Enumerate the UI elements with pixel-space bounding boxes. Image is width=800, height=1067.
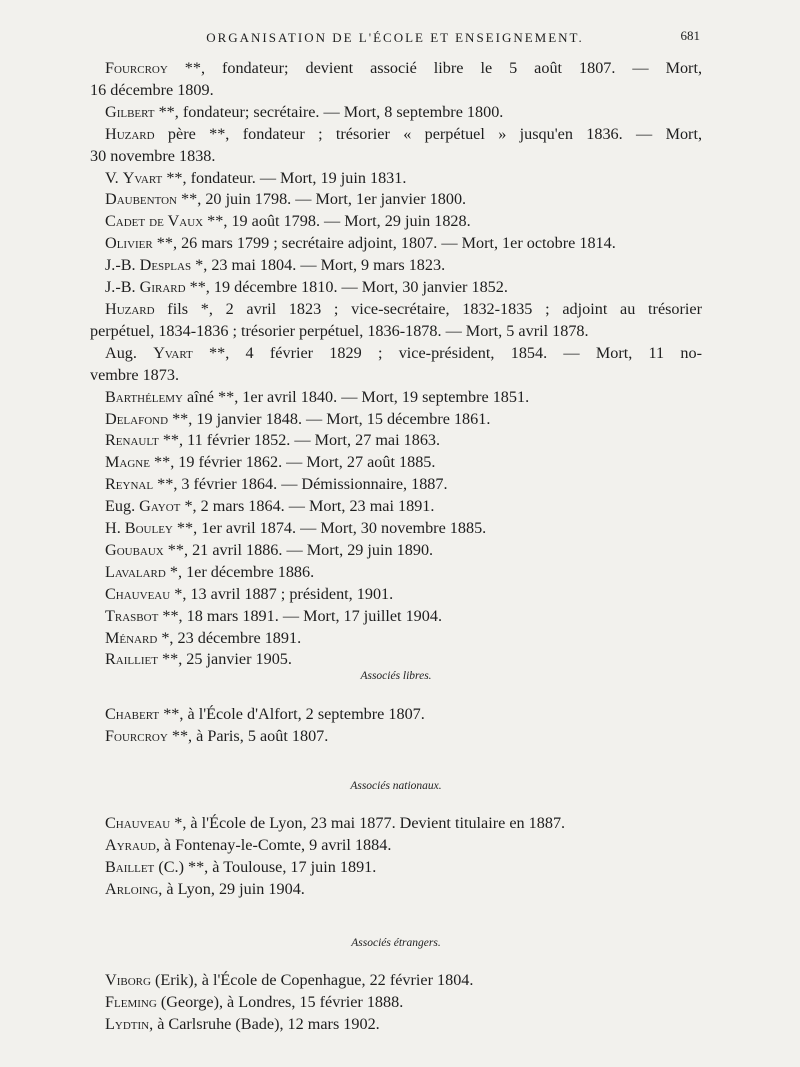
entry-text: **, 25 janvier 1905.: [157, 650, 292, 669]
entry-name: Bouley: [124, 519, 173, 538]
entry-text: *, 13 avril 1887 ; président, 1901.: [170, 584, 394, 603]
entry-text: père **, fondateur ; trésorier « perpétuel » jusqu'en 1836. — Mort,: [154, 124, 702, 143]
member-entry: [90, 277, 702, 299]
entry-line: [90, 992, 702, 1014]
entry-name: Yvart: [153, 343, 193, 362]
running-header: ORGANISATION DE L'ÉCOLE ET ENSEIGNEMENT.: [206, 30, 584, 45]
entry-text: **, 19 août 1798. — Mort, 29 juin 1828.: [203, 212, 471, 231]
entry-name: Daubenton: [105, 190, 177, 209]
associes-etrangers-list: [90, 970, 702, 1036]
entry-name: Railliet: [105, 650, 158, 669]
member-entry: [90, 628, 702, 650]
entry-line: [90, 277, 702, 299]
entry-line: [90, 168, 702, 190]
member-entry: [90, 430, 702, 452]
entry-name: Reynal: [105, 475, 154, 494]
entry-text: *, 23 décembre 1891.: [157, 628, 302, 647]
entry-name: Delafond: [105, 409, 169, 428]
member-entry: [90, 584, 702, 606]
entry-name: Gilbert: [105, 102, 155, 121]
entry-line: [90, 321, 702, 343]
member-entry: [90, 540, 702, 562]
associes-nationaux-list: [90, 813, 702, 901]
entry-text: fils *, 2 avril 1823 ; vice-secrétaire, 1832-1835 ; adjoint au trésorier: [154, 299, 702, 318]
entry-text: **, à l'École d'Alfort, 2 septembre 1807.: [159, 705, 425, 723]
entry-line: [90, 58, 702, 80]
page-number: 681: [680, 28, 700, 43]
member-entry: [90, 124, 702, 168]
members-list: [90, 58, 702, 671]
entry-text: (George), à Londres, 15 février 1888.: [156, 992, 404, 1011]
entry-name: Huzard: [105, 299, 155, 318]
entry-line: [90, 726, 702, 748]
entry-text: **, 1er avril 1874. — Mort, 30 novembre 1885.: [172, 519, 487, 538]
entry-name: Arloing: [105, 879, 159, 898]
entry-line: [90, 970, 702, 992]
entry-line: [90, 584, 702, 606]
entry-line: [90, 835, 702, 857]
entry-line: [90, 704, 702, 726]
entry-name: Trasbot: [105, 606, 159, 625]
entry-name: Fourcroy: [105, 726, 168, 745]
entry-name: Lavalard: [105, 562, 166, 581]
entry-text: *, 23 mai 1804. — Mort, 9 mars 1823.: [191, 256, 446, 275]
entry-text: **, 4 février 1829 ; vice-président, 1854. — Mort, 11 no-: [192, 343, 702, 362]
member-entry: [90, 518, 702, 540]
entry-name: Fleming: [105, 992, 157, 1011]
entry-line: [90, 474, 702, 496]
member-entry: [90, 255, 702, 277]
entry-text: **, 19 janvier 1848. — Mort, 15 décembre 1861.: [168, 409, 491, 428]
entry-text: **, 3 février 1864. — Démissionnaire, 1887.: [153, 475, 448, 494]
entry-text: , à Lyon, 29 juin 1904.: [158, 879, 305, 898]
entry-line: [90, 628, 702, 650]
member-entry: [90, 409, 702, 431]
entry-text: **, 26 mars 1799 ; secrétaire adjoint, 1807. — Mort, 1er octobre 1814.: [152, 234, 616, 253]
member-entry: [90, 58, 702, 102]
entry-initials: H.: [105, 519, 125, 538]
entry-name: Fourcroy: [105, 59, 168, 77]
entry-line: [90, 1014, 702, 1036]
entry-text: **, fondateur; devient associé libre le 5 août 1807. — Mort,: [167, 59, 702, 77]
entry-text: (C.) **, à Toulouse, 17 juin 1891.: [154, 857, 377, 876]
entry-name: Goubaux: [105, 540, 164, 559]
entry-name: Chabert: [105, 705, 160, 723]
entry-line: [90, 233, 702, 255]
entry-text: **, 19 décembre 1810. — Mort, 30 janvier 1852.: [185, 278, 508, 297]
entry-line: [90, 189, 702, 211]
entry-text: **, 19 février 1862. — Mort, 27 août 1885.: [149, 453, 436, 472]
entry-text: **, 21 avril 1886. — Mort, 29 juin 1890.: [163, 540, 434, 559]
entry-text: **, 11 février 1852. — Mort, 27 mai 1863.: [158, 431, 441, 450]
member-entry: [90, 496, 702, 518]
entry-text: **, fondateur; secrétaire. — Mort, 8 septembre 1800.: [154, 102, 504, 121]
section-title-associes-etrangers: Associés étrangers.: [351, 937, 441, 949]
member-entry: [90, 606, 702, 628]
entry-line: [90, 299, 702, 321]
member-entry: [90, 649, 702, 671]
entry-line: [90, 409, 702, 431]
entry-name: Yvart: [122, 168, 163, 187]
member-entry: [90, 168, 702, 190]
entry-text: aîné **, 1er avril 1840. — Mort, 19 septembre 1851.: [182, 387, 530, 406]
entry-name: Girard: [139, 278, 186, 297]
entry-text: vembre 1873.: [90, 365, 180, 384]
entry-name: Renault: [105, 431, 159, 450]
entry-text: 16 décembre 1809.: [90, 80, 214, 99]
entry-name: Cadet de Vaux: [105, 212, 204, 231]
entry-line: [90, 562, 702, 584]
entry-line: [90, 879, 702, 901]
entry-line: [90, 606, 702, 628]
entry-text: *, à l'École de Lyon, 23 mai 1877. Devient titulaire en 1887.: [170, 814, 566, 832]
entry-text: , à Carlsruhe (Bade), 12 mars 1902.: [149, 1014, 380, 1033]
member-entry: [90, 474, 702, 496]
entry-name: Gayot: [139, 497, 181, 516]
entry-line: [90, 387, 702, 409]
entry-line: [90, 80, 702, 102]
section-title-associes-nationaux: Associés nationaux.: [350, 780, 442, 792]
entry-line: [90, 496, 702, 518]
entry-name: Desplas: [139, 256, 192, 275]
entry-name: Chauveau: [105, 814, 171, 832]
member-entry: [90, 211, 702, 233]
entry-line: [90, 365, 702, 387]
member-entry: [90, 562, 702, 584]
entry-initials: V.: [105, 168, 123, 187]
entry-line: [90, 813, 702, 835]
entry-line: [90, 255, 702, 277]
entry-line: [90, 518, 702, 540]
member-entry: [90, 452, 702, 474]
entry-text: **, 18 mars 1891. — Mort, 17 juillet 1904.: [158, 606, 443, 625]
entry-text: *, 2 mars 1864. — Mort, 23 mai 1891.: [180, 497, 435, 516]
entry-line: [90, 540, 702, 562]
member-entry: [90, 387, 702, 409]
member-entry: [90, 102, 702, 124]
member-entry: [90, 343, 702, 387]
entry-text: 30 novembre 1838.: [90, 146, 216, 165]
entry-name: Chauveau: [105, 584, 171, 603]
entry-name: Baillet: [105, 857, 155, 876]
entry-line: [90, 124, 702, 146]
entry-text: **, 20 juin 1798. — Mort, 1er janvier 1800.: [177, 190, 467, 209]
entry-initials: Eug.: [105, 497, 140, 516]
entry-initials: Aug.: [105, 343, 154, 362]
member-entry: [90, 233, 702, 255]
entry-text: , à Fontenay-le-Comte, 9 avril 1884.: [155, 835, 392, 854]
entry-text: perpétuel, 1834-1836 ; trésorier perpétuel, 1836-1878. — Mort, 5 avril 1878.: [90, 321, 589, 340]
entry-name: Barthélemy: [105, 387, 183, 406]
member-entry: [90, 189, 702, 211]
entry-line: [90, 649, 702, 671]
section-title-associes-libres: Associés libres.: [360, 670, 432, 682]
entry-line: [90, 343, 702, 365]
entry-name: Viborg: [105, 971, 151, 989]
entry-initials: J.-B.: [105, 256, 140, 275]
member-entry: [90, 299, 702, 343]
associes-libres-list: [90, 704, 702, 748]
entry-line: [90, 146, 702, 168]
entry-text: (Erik), à l'École de Copenhague, 22 février 1804.: [150, 971, 474, 989]
entry-line: [90, 857, 702, 879]
entry-name: Magne: [105, 453, 150, 472]
entry-line: [90, 452, 702, 474]
entry-name: Ayraud: [105, 835, 156, 854]
entry-line: [90, 430, 702, 452]
entry-name: Lydtin: [105, 1014, 150, 1033]
entry-text: **, fondateur. — Mort, 19 juin 1831.: [162, 168, 407, 187]
entry-initials: J.-B.: [105, 278, 140, 297]
entry-text: **, à Paris, 5 août 1807.: [167, 726, 329, 745]
entry-line: [90, 211, 702, 233]
entry-text: *, 1er décembre 1886.: [165, 562, 315, 581]
entry-name: Ménard: [105, 628, 158, 647]
entry-name: Huzard: [105, 124, 155, 143]
entry-line: [90, 102, 702, 124]
entry-name: Olivier: [105, 234, 153, 253]
